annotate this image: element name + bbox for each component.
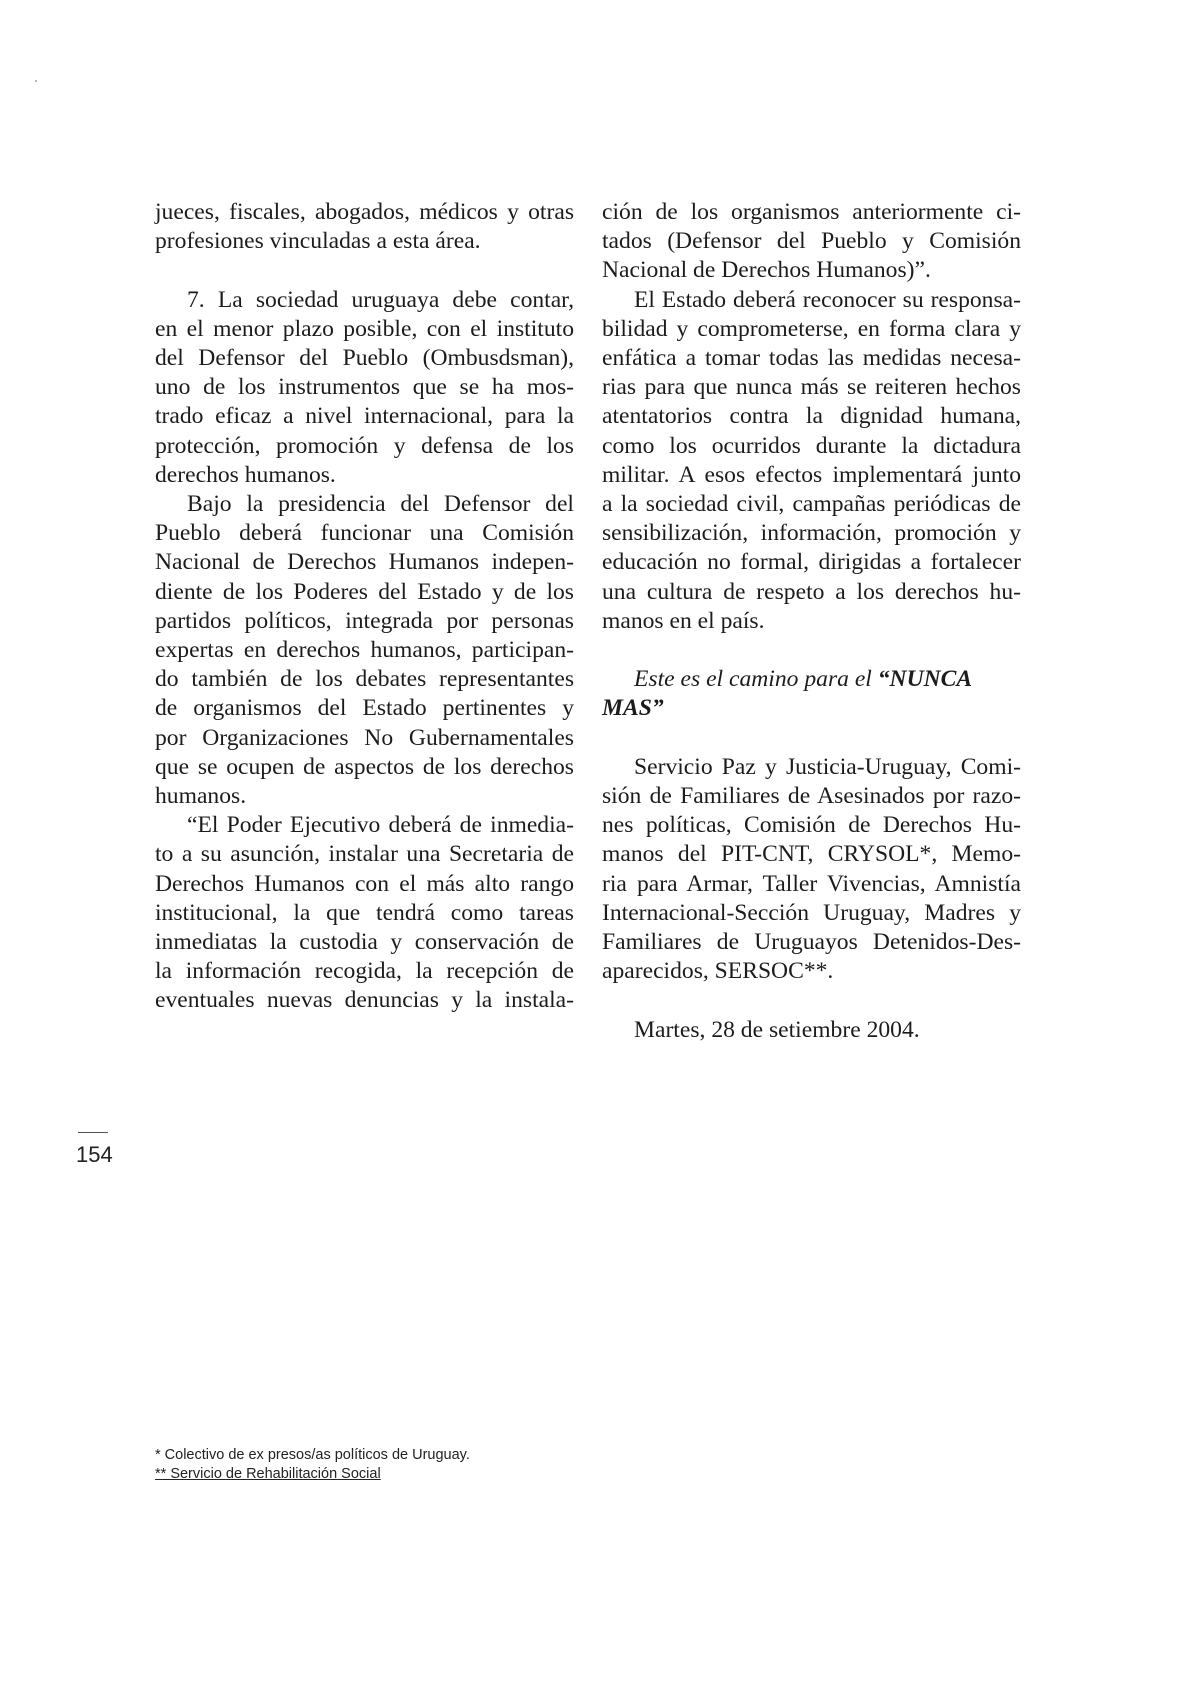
body-line: institucional, la que tendrá como tareas <box>155 899 574 926</box>
body-line: manos del PIT-CNT, CRYSOL*, Memo- <box>602 841 1021 868</box>
date-line: Martes, 28 de setiembre 2004. <box>634 1016 920 1043</box>
motto-lead: Este es el camino para el <box>634 666 878 693</box>
body-line: to a su asunción, instalar una Secretaria de <box>155 841 574 868</box>
body-line: do también de los debates representantes <box>155 666 574 693</box>
body-line: 7. La sociedad uruguaya debe contar, <box>187 286 574 313</box>
footnote-1: * Colectivo de ex presos/as políticos de Uruguay. <box>155 1447 470 1463</box>
body-line: que se ocupen de aspectos de los derechos <box>155 753 574 780</box>
paragraph-gap <box>602 636 1021 665</box>
body-line: profesiones vinculadas a esta área. <box>155 228 481 255</box>
body-line: de organismos del Estado pertinentes y <box>155 695 574 722</box>
body-line: protección, promoción y defensa de los <box>155 432 574 459</box>
closing-motto <box>602 665 1021 723</box>
motto-emphasis: “NUNCA MAS” <box>602 666 971 722</box>
body-line: jueces, fiscales, abogados, médicos y otras <box>155 199 574 225</box>
body-line: “El Poder Ejecutivo deberá de inmedia- <box>187 812 574 839</box>
body-line: nes políticas, Comisión de Derechos Hu- <box>602 812 1021 839</box>
body-line: inmediatas la custodia y conservación de <box>155 929 574 956</box>
body-line: partidos políticos, integrada por personas <box>155 607 574 634</box>
body-line: del Defensor del Pueblo (Ombusdsman), <box>155 345 574 371</box>
page-number-rule <box>78 1132 108 1133</box>
body-line: derechos humanos. <box>155 461 336 488</box>
body-line: por Organizaciones No Gubernamentales <box>155 724 574 751</box>
body-line: como los ocurridos durante la dictadura <box>602 432 1021 459</box>
body-line: en el menor plazo posible, con el instituto <box>155 315 574 342</box>
body-line: una cultura de respeto a los derechos hu- <box>602 578 1021 605</box>
body-line: Derechos Humanos con el más alto rango <box>155 870 574 897</box>
corner-crop-mark <box>35 80 37 82</box>
body-line: Nacional de Derechos Humanos indepen- <box>155 549 574 576</box>
paragraph-gap <box>602 986 1021 1015</box>
body-line: Familiares de Uruguayos Detenidos-Des- <box>602 929 1021 956</box>
body-line: expertas en derechos humanos, participan- <box>155 637 574 664</box>
body-line: rias para que nunca más se reiteren hechos <box>602 374 1021 401</box>
footnote-2: ** Servicio de Rehabilitación Social <box>155 1466 381 1482</box>
body-line: diente de los Poderes del Estado y de los <box>155 578 574 605</box>
body-line: la información recogida, la recepción de <box>155 958 574 985</box>
body-line: manos en el país. <box>602 607 765 634</box>
left-column <box>155 198 574 1016</box>
body-line: enfática a tomar todas las medidas necesa- <box>602 345 1021 372</box>
body-line: aparecidos, SERSOC**. <box>602 958 834 985</box>
paragraph-gap <box>602 724 1021 753</box>
body-line: Pueblo deberá funcionar una Comisión <box>155 520 574 547</box>
body-line: sión de Familiares de Asesinados por razo- <box>602 783 1021 810</box>
right-column <box>602 198 1021 1045</box>
body-line: humanos. <box>155 783 247 810</box>
body-line: trado eficaz a nivel internacional, para la <box>155 403 574 430</box>
body-line: Servicio Paz y Justicia-Uruguay, Comi- <box>634 753 1021 780</box>
body-line: Bajo la presidencia del Defensor del <box>187 491 574 518</box>
body-line: uno de los instrumentos que se ha mos- <box>155 374 574 401</box>
body-line: ción de los organismos anteriormente ci- <box>602 199 1021 225</box>
body-line: El Estado deberá reconocer su responsa- <box>634 286 1021 313</box>
body-line: eventuales nuevas denuncias y la instala- <box>155 987 574 1014</box>
paragraph-gap <box>155 256 574 285</box>
footnotes <box>155 1446 470 1484</box>
body-line: sensibilización, información, promoción y <box>602 520 1021 547</box>
body-line: atentatorios contra la dignidad humana, <box>602 403 1021 430</box>
body-line: a la sociedad civil, campañas periódicas de <box>602 491 1021 518</box>
page-number: 154 <box>76 1142 113 1167</box>
body-line: educación no formal, dirigidas a fortalecer <box>602 549 1021 576</box>
body-line: militar. A esos efectos implementará junto <box>602 461 1021 488</box>
body-line: tados (Defensor del Pueblo y Comisión <box>602 228 1021 255</box>
body-line: bilidad y comprometerse, en forma clara y <box>602 315 1021 342</box>
body-line: Internacional-Sección Uruguay, Madres y <box>602 899 1021 926</box>
body-line: ria para Armar, Taller Vivencias, Amnistía <box>602 870 1021 897</box>
body-line: Nacional de Derechos Humanos)”. <box>602 257 931 284</box>
